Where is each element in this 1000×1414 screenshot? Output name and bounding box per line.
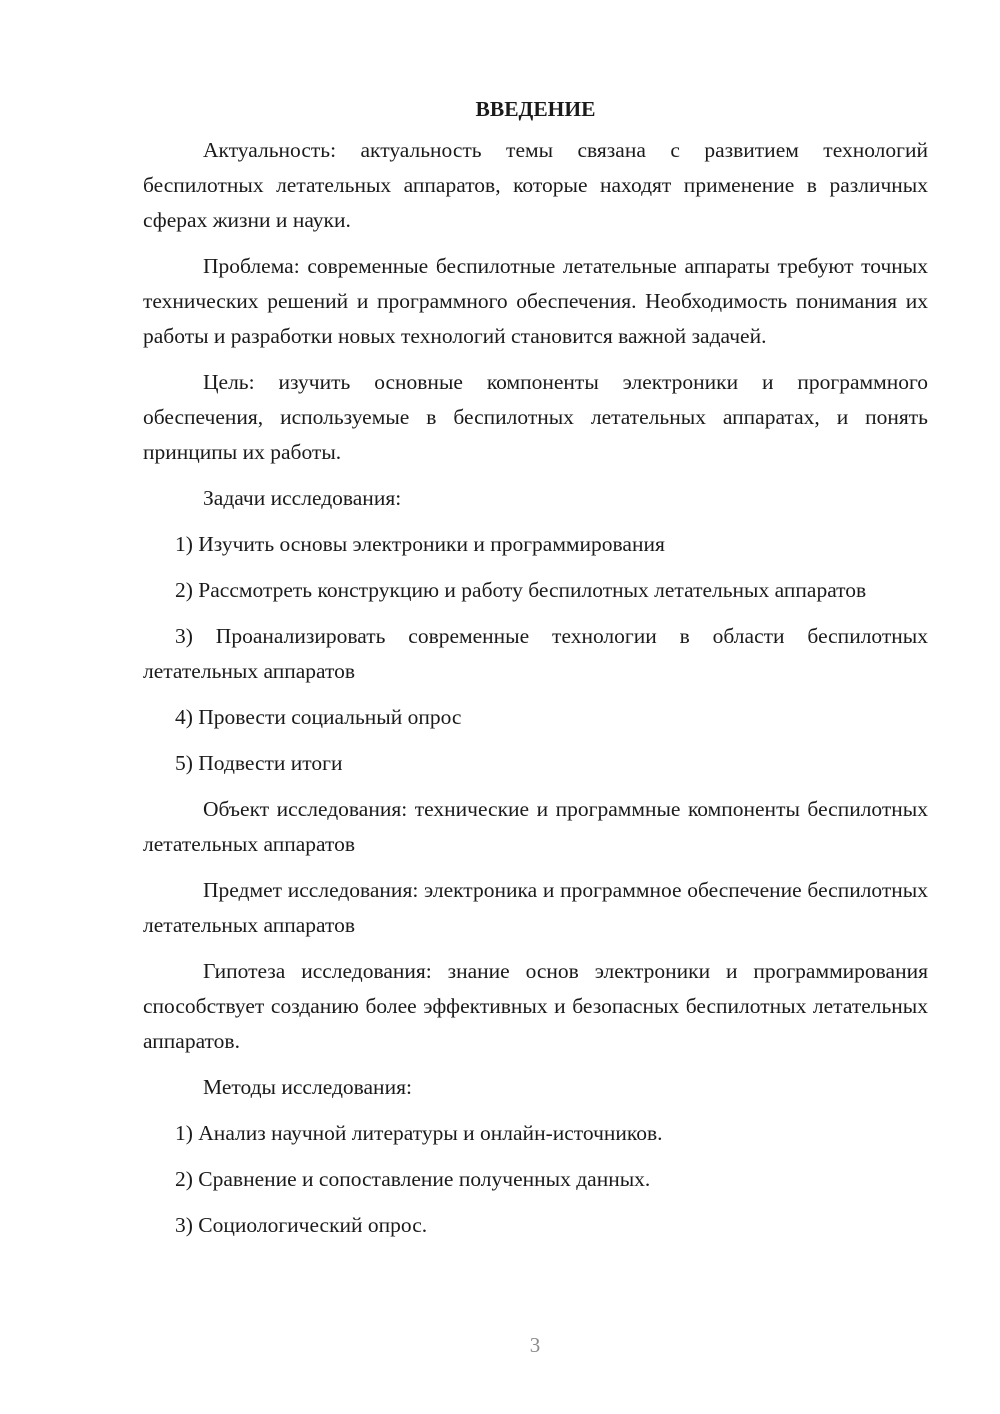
document-title: ВВЕДЕНИЕ <box>475 97 596 121</box>
task-item: 3) Проанализировать современные технологии в области беспилотных летательных аппаратов <box>143 624 928 683</box>
task-item: 2) Рассмотреть конструкцию и работу беспилотных летательных аппаратов <box>175 578 867 602</box>
method-item: 3) Социологический опрос. <box>175 1213 428 1237</box>
task-item: 1) Изучить основы электроники и программирования <box>175 532 665 556</box>
problem-paragraph: Проблема: современные беспилотные летательные аппараты требуют точных технических решений и программного обеспечения. Необходимость понимания их работы и разработки новых технологий становится важной задачей. <box>143 254 928 348</box>
object-paragraph: Объект исследования: технические и программные компоненты беспилотных летательных аппаратов <box>143 797 928 856</box>
goal-paragraph: Цель: изучить основные компоненты электроники и программного обеспечения, используемые в беспилотных летательных аппаратах, и понять принципы их работы. <box>143 370 928 464</box>
tasks-heading: Задачи исследования: <box>203 486 402 510</box>
subject-paragraph: Предмет исследования: электроника и программное обеспечение беспилотных летательных аппаратов <box>143 878 928 937</box>
relevance-paragraph: Актуальность: актуальность темы связана с развитием технологий беспилотных летательных аппаратов, которые находят применение в различных сферах жизни и науки. <box>143 138 928 232</box>
hypothesis-paragraph: Гипотеза исследования: знание основ электроники и программирования способствует созданию более эффективных и безопасных беспилотных летательных аппаратов. <box>143 959 928 1053</box>
task-item: 4) Провести социальный опрос <box>175 705 462 729</box>
document-body <box>143 92 928 1254</box>
method-item: 1) Анализ научной литературы и онлайн-источников. <box>175 1121 663 1145</box>
page-number: 3 <box>529 1333 541 1357</box>
task-item: 5) Подвести итоги <box>175 751 343 775</box>
methods-heading: Методы исследования: <box>203 1075 412 1099</box>
method-item: 2) Сравнение и сопоставление полученных данных. <box>175 1167 651 1191</box>
